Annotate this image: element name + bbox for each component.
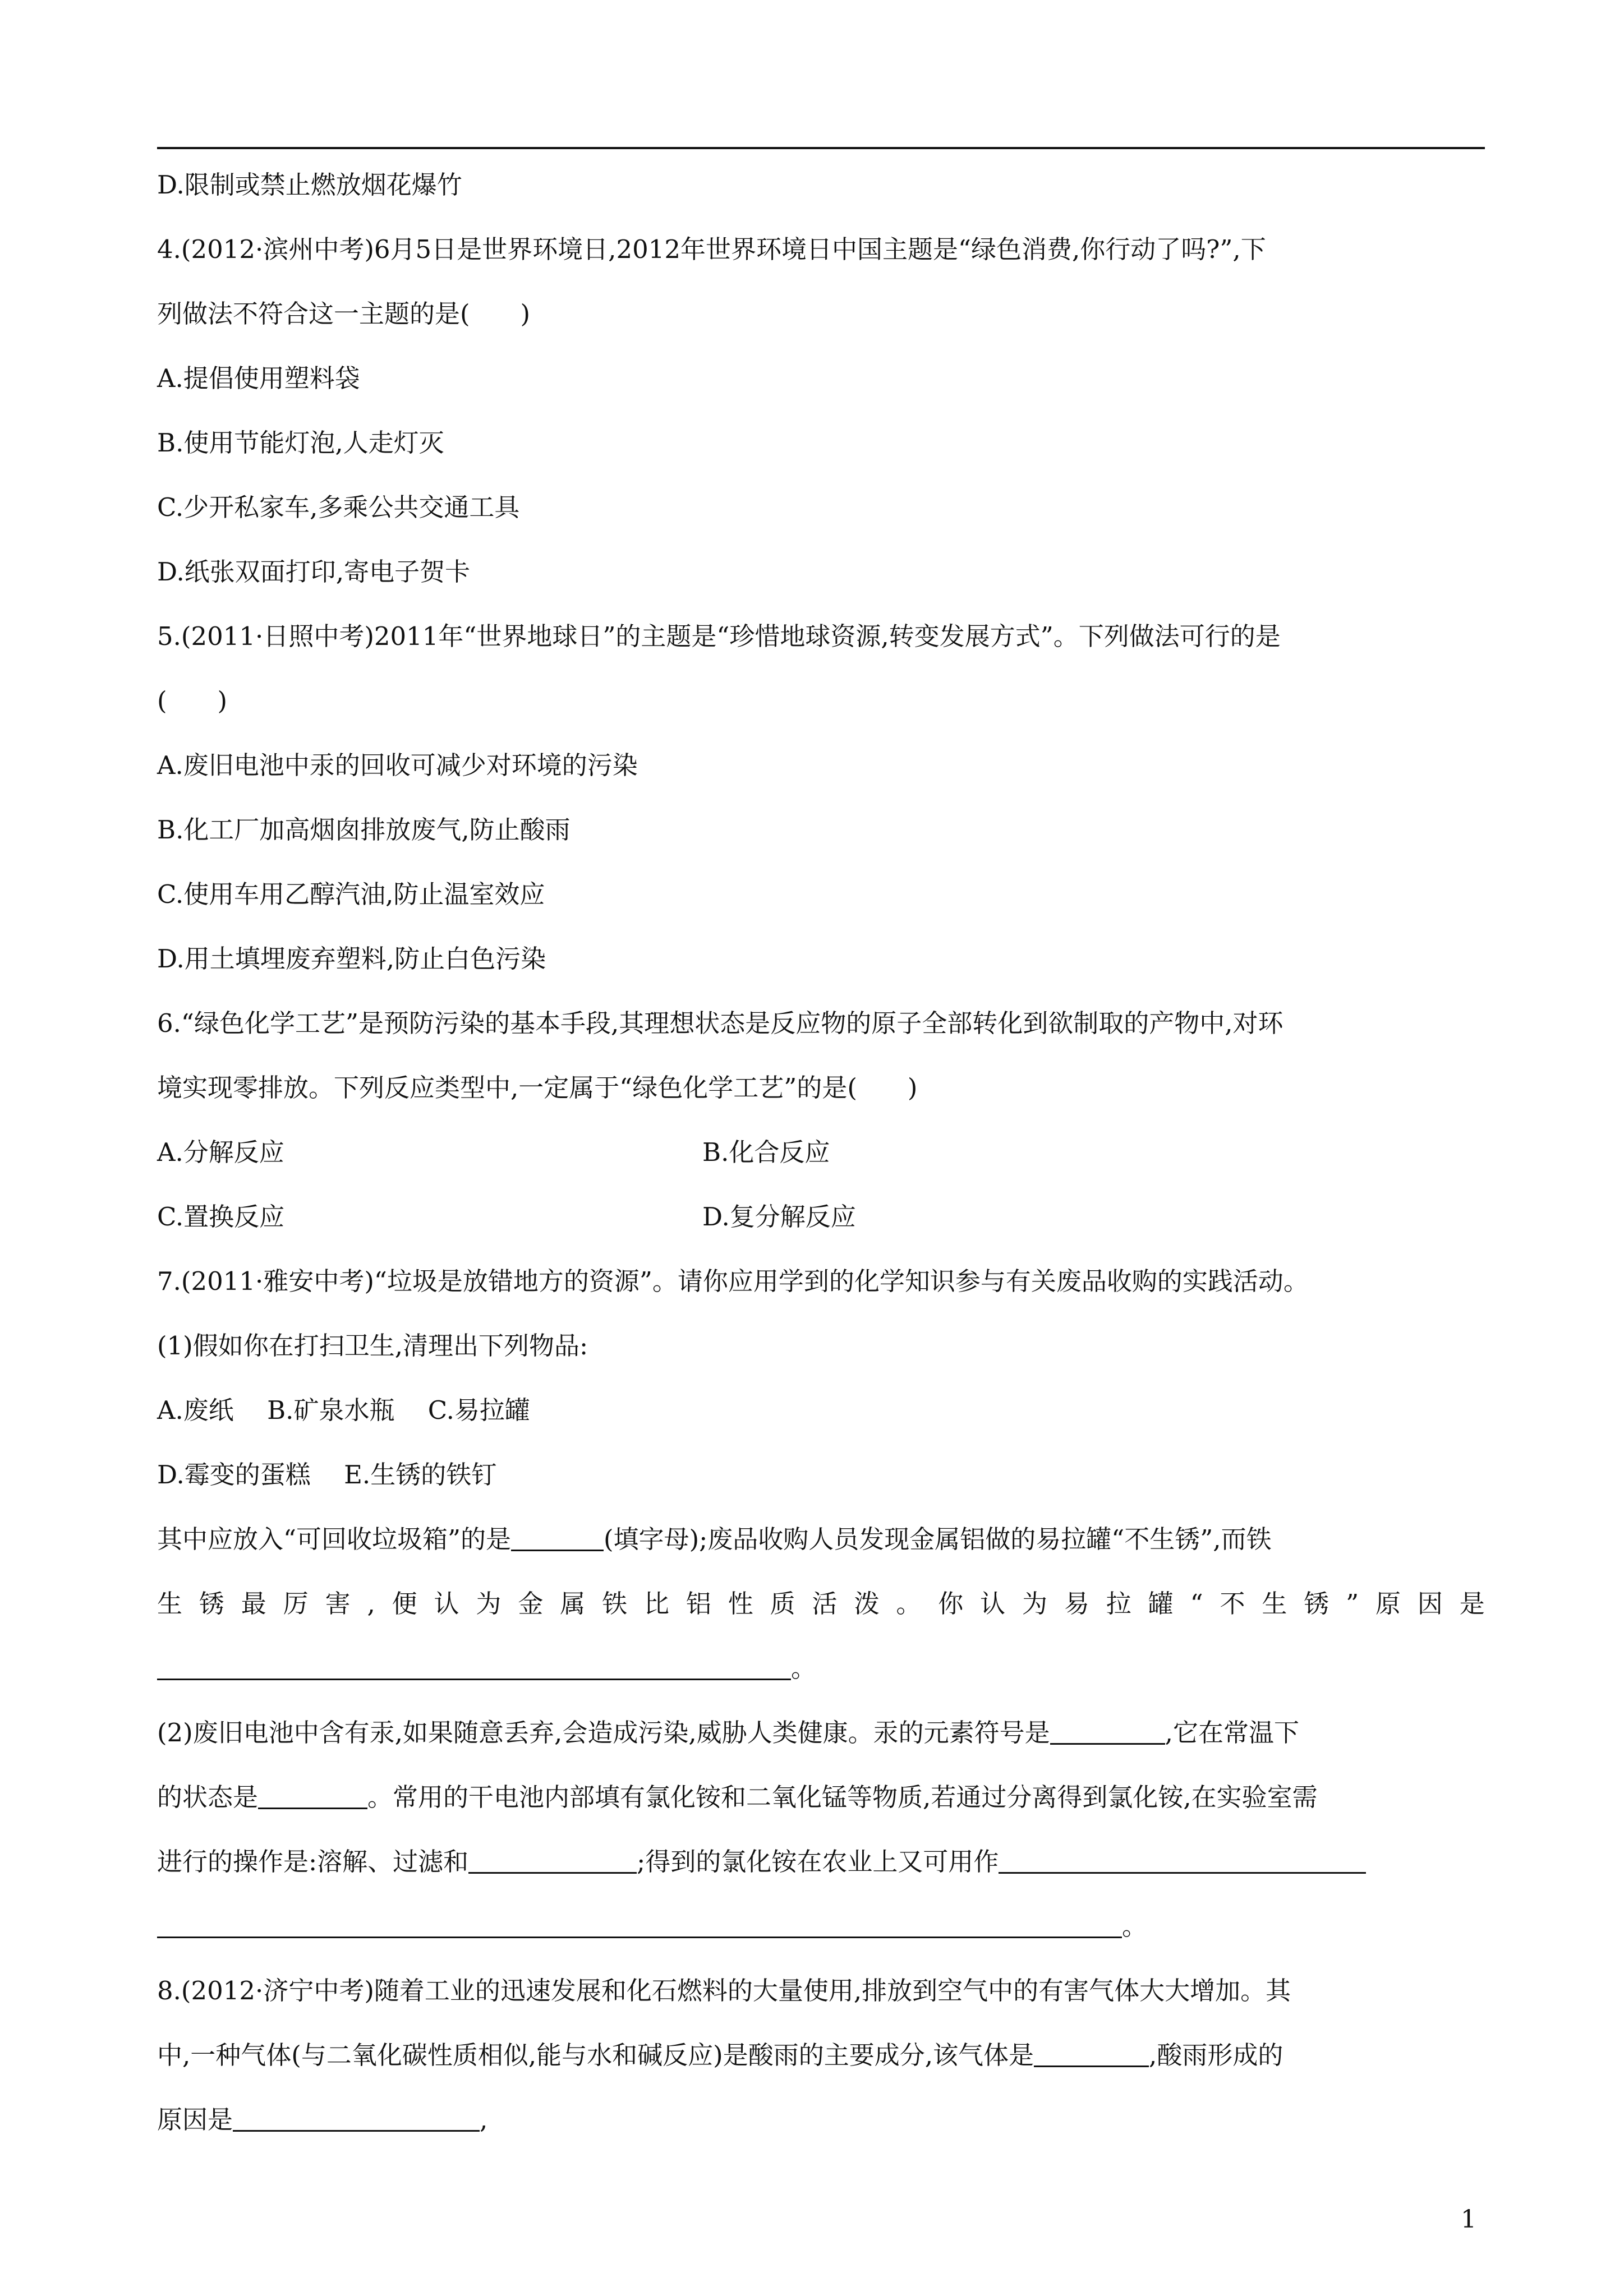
q8-cause-text: 原因是	[157, 2105, 233, 2134]
answer-blank-mercury-state[interactable]	[258, 1785, 367, 1809]
justified-char: 性	[728, 1589, 753, 1619]
q5-option-a: A.废旧电池中汞的回收可减少对环境的污染	[157, 750, 638, 780]
answer-blank-gas[interactable]	[1034, 2043, 1149, 2067]
page-number: 1	[1461, 2205, 1476, 2234]
q7-question-line2	[157, 1587, 1485, 1621]
q7-answer-line	[157, 1652, 816, 1685]
justified-char: 生	[157, 1589, 183, 1619]
q8-gas-text: 中,一种气体(与二氧化碳性质相似,能与水和碱反应)是酸雨的主要成分,该气体是	[157, 2040, 1034, 2070]
q4-option-b: B.使用节能灯泡,人走灯灭	[157, 428, 444, 458]
justified-char: 锈	[199, 1589, 224, 1619]
q8-stem-line1: 8.(2012·济宁中考)随着工业的迅速发展和化石燃料的大量使用,排放到空气中的有害气体大大增加。其	[157, 1976, 1291, 2005]
q5-stem-line1: 5.(2011·日照中考)2011年“世界地球日”的主题是“珍惜地球资源,转变发展方式”。下列做法可行的是	[157, 621, 1281, 651]
q7-items-row2: D.霉变的蛋糕 E.生锈的铁钉	[157, 1460, 497, 1490]
justified-char: 罐	[1148, 1589, 1174, 1619]
q8-stem-line2	[157, 2039, 1283, 2072]
justified-char: 锈	[1304, 1589, 1329, 1619]
q6-option-a: A.分解反应	[157, 1137, 284, 1167]
justified-char: 。	[896, 1589, 922, 1619]
q7-stem: 7.(2011·雅安中考)“垃圾是放错地方的资源”。请你应用学到的化学知识参与有关废品收购的实践活动。	[157, 1266, 1309, 1296]
justified-char: 拉	[1106, 1589, 1131, 1619]
justified-char: 铝	[686, 1589, 711, 1619]
justified-char: 为	[1022, 1589, 1048, 1619]
q5-stem-line2: ( )	[157, 686, 228, 716]
q4-option-d: D.纸张双面打印,寄电子贺卡	[157, 557, 471, 587]
justified-char: 铁	[602, 1589, 628, 1619]
answer-blank-acid-rain-cause[interactable]	[233, 2108, 480, 2132]
justified-char: 原	[1375, 1589, 1401, 1619]
q6-option-b: B.化合反应	[702, 1137, 830, 1167]
q7-part2-line2	[157, 1781, 1318, 1814]
justified-char: 不	[1220, 1589, 1245, 1619]
q6-option-c: C.置换反应	[157, 1202, 285, 1232]
justified-char: 便	[392, 1589, 417, 1619]
justified-char: 活	[812, 1589, 838, 1619]
justified-char: 比	[643, 1589, 669, 1619]
q8-acid-rain-text: ,酸雨形成的	[1149, 2040, 1283, 2070]
q7-items-row1: A.废纸 B.矿泉水瓶 C.易拉罐	[157, 1395, 530, 1425]
period: 。	[791, 1653, 817, 1683]
q6-option-d: D.复分解反应	[702, 1202, 856, 1232]
q7-agriculture-text: ;得到的氯化铵在农业上又可用作	[637, 1847, 999, 1877]
q7-question-line1	[157, 1523, 1272, 1556]
q7-part2-line4	[157, 1910, 1147, 1943]
q4-stem-line2: 列做法不符合这一主题的是( )	[157, 299, 531, 329]
q7-dry-cell-text: 。常用的干电池内部填有氯化铵和二氧化锰等物质,若通过分离得到氯化铵,在实验室需	[367, 1782, 1318, 1812]
q7-part2-line3	[157, 1845, 1366, 1879]
q7-part1-intro: (1)假如你在打扫卫生,清理出下列物品:	[157, 1331, 588, 1361]
q7-part2-text-after: ,它在常温下	[1165, 1718, 1299, 1748]
period: 。	[1122, 1911, 1148, 1941]
q5-option-c: C.使用车用乙醇汽油,防止温室效应	[157, 879, 545, 909]
justified-char: 因	[1417, 1589, 1443, 1619]
header-rule	[157, 147, 1485, 149]
justified-char: 是	[1459, 1589, 1485, 1619]
justified-char: 泼	[854, 1589, 880, 1619]
justified-char: 金	[518, 1589, 544, 1619]
justified-char: 厉	[283, 1589, 309, 1619]
q7-part2-line1	[157, 1716, 1299, 1750]
q7-text-before-blank: 其中应放入“可回收垃圾箱”的是	[157, 1524, 512, 1554]
q5-option-d: D.用土填埋废弃塑料,防止白色污染	[157, 944, 546, 974]
q7-operation-text: 进行的操作是:溶解、过滤和	[157, 1847, 469, 1877]
justified-char: 害	[325, 1589, 351, 1619]
justified-char: 易	[1064, 1589, 1089, 1619]
justified-char: 认	[434, 1589, 459, 1619]
justified-char: 认	[980, 1589, 1006, 1619]
q6-stem-line1: 6.“绿色化学工艺”是预防污染的基本手段,其理想状态是反应物的原子全部转化到欲制取的产物中,对环	[157, 1008, 1283, 1038]
justified-char: 你	[938, 1589, 964, 1619]
justified-char: ”	[1346, 1589, 1359, 1619]
q4-option-c: C.少开私家车,多乘公共交通工具	[157, 492, 520, 522]
justified-char: 最	[241, 1589, 266, 1619]
q7-part2-text: (2)废旧电池中含有汞,如果随意丢弃,会造成污染,威胁人类健康。汞的元素符号是	[157, 1718, 1050, 1748]
q3-option-d: D.限制或禁止燃放烟花爆竹	[157, 170, 462, 200]
q4-option-a: A.提倡使用塑料袋	[157, 363, 360, 393]
q5-option-b: B.化工厂加高烟囱排放废气,防止酸雨	[157, 815, 571, 845]
justified-char: ,	[367, 1589, 375, 1619]
q8-stem-line3	[157, 2103, 487, 2137]
q4-stem-line1: 4.(2012·滨州中考)6月5日是世界环境日,2012年世界环境日中国主题是“绿色消费,你行动了吗?”,下	[157, 234, 1266, 264]
answer-blank-operation[interactable]	[468, 1850, 637, 1874]
answer-blank-recyclable[interactable]	[511, 1527, 604, 1551]
justified-char: “	[1190, 1589, 1203, 1619]
q6-stem-line2: 境实现零排放。下列反应类型中,一定属于“绿色化学工艺”的是( )	[157, 1073, 918, 1103]
answer-blank-agriculture-use[interactable]	[999, 1850, 1366, 1874]
justified-char: 质	[770, 1589, 795, 1619]
justified-char: 生	[1262, 1589, 1287, 1619]
comma: ,	[480, 2105, 488, 2134]
answer-blank-mercury-symbol[interactable]	[1050, 1721, 1165, 1745]
justified-char: 属	[560, 1589, 586, 1619]
justified-char: 为	[476, 1589, 502, 1619]
q7-state-text: 的状态是	[157, 1782, 259, 1812]
answer-blank-agriculture-use-cont[interactable]	[157, 1914, 1122, 1938]
q7-text-after-blank: (填字母);废品收购人员发现金属铝做的易拉罐“不生锈”,而铁	[604, 1524, 1272, 1554]
answer-blank-no-rust-reason[interactable]	[157, 1656, 791, 1680]
